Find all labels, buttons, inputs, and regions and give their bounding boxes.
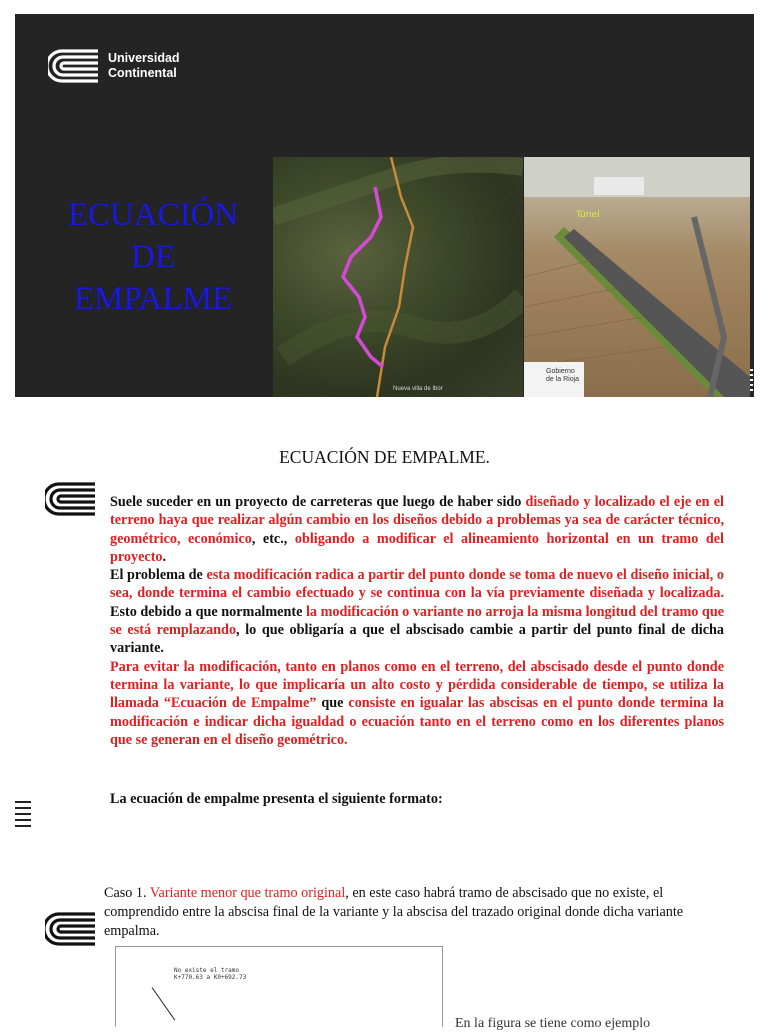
university-logo — [48, 47, 180, 85]
logo-line-2: Continental — [108, 66, 177, 80]
text-run-highlight: Para evitar la modificación, tanto en planos como en el terreno, del abscisado desde el punto donde termina la variante, lo que implicaría un alto costo y pérdida considerable de tiempo, se utiliza la llamada “Ecuación de Empalme” — [110, 658, 724, 712]
text-run: , en este caso habrá tramo de abscisado que no existe, el comprendido entre la abscisa final de la variante y la abscisa del trazado original donde dicha variante empalma. — [104, 885, 684, 939]
menu-lines-icon — [15, 801, 31, 827]
title-line-1: ECUACIÓN — [67, 197, 239, 233]
highway-render-photo — [524, 157, 750, 397]
photo-label: Túnel — [576, 210, 600, 220]
diagram-label — [174, 967, 246, 981]
text-run-highlight: Variante menor que tramo original — [149, 885, 346, 901]
paragraph-2 — [110, 566, 724, 657]
text-run: . — [162, 548, 167, 565]
body-text — [110, 493, 724, 749]
text-run-highlight: la modificación o variante no arroja la misma longitud del tramo que se está remplazando — [110, 603, 725, 639]
government-badge — [524, 362, 584, 397]
university-logo-icon — [45, 480, 97, 518]
menu-lines-icon — [750, 369, 753, 391]
university-logo-small — [45, 480, 97, 518]
paragraph-3 — [110, 658, 724, 749]
slide-title — [53, 194, 253, 320]
case-slide — [15, 878, 754, 1031]
text-run-highlight: diseñado y localizado el eje en el terreno haya que realizar algún cambio en los diseños debido a problemas ya sea de carácter técnico, geométrico, económico — [110, 494, 724, 547]
diagram-label-line-1: No existe el tramo — [174, 967, 240, 974]
text-run: , lo que obligaría a que el abscisado cambie a partir del punto final de dicha variante. — [110, 622, 725, 657]
paragraph-1 — [110, 493, 724, 566]
text-run: , etc., — [251, 530, 295, 547]
case-diagram — [115, 946, 443, 1027]
format-intro: La ecuación de empalme presenta el siguiente formato: — [110, 791, 443, 807]
text-run-highlight: obligando a modificar el alineamiento horizontal en un tramo del proyecto — [110, 530, 724, 565]
text-run: Caso 1. — [104, 885, 150, 901]
case-text — [104, 884, 730, 941]
text-run-highlight: esta modificación radica a partir del punto donde se toma de nuevo el diseño inicial, o sea, donde termina el cambio efectuado y se continua con la vía previamente diseñada y localizada. — [110, 567, 724, 602]
title-line-3: EMPALME — [73, 281, 233, 317]
gov-badge-line-1: Gobierno — [546, 368, 575, 375]
text-run: que — [316, 695, 349, 712]
text-run: Suele suceder en un proyecto de carreteras que luego de haber sido — [110, 494, 526, 510]
logo-line-1: Universidad — [108, 51, 180, 65]
text-run: Esto debido a que normalmente — [110, 603, 306, 620]
diagram-line — [152, 987, 176, 1020]
university-logo-icon — [48, 47, 100, 85]
gov-badge-line-2: de la Rioja — [546, 376, 580, 383]
title-line-2: DE — [131, 239, 175, 275]
trailing-text: En la figura se tiene como ejemplo — [455, 1016, 651, 1031]
text-run-highlight: consiste en igualar las abscisas en el punto donde termina la modificación e indicar dicha igualdad o ecuación tanto en el terreno como en los diferentes planos que se generan en el diseño geométrico. — [110, 695, 724, 748]
university-logo-small — [45, 910, 97, 948]
content-slide — [15, 446, 754, 831]
diagram-label-line-2: K+770.63 a K0+692.73 — [174, 974, 247, 981]
aerial-map-photo — [273, 157, 523, 397]
photo-caption: Nueva villa de Ibor — [393, 386, 443, 392]
university-logo-icon — [45, 910, 97, 948]
section-title: ECUACIÓN DE EMPALME. — [279, 447, 490, 467]
text-run: El problema de — [110, 567, 207, 584]
title-slide — [15, 14, 754, 397]
